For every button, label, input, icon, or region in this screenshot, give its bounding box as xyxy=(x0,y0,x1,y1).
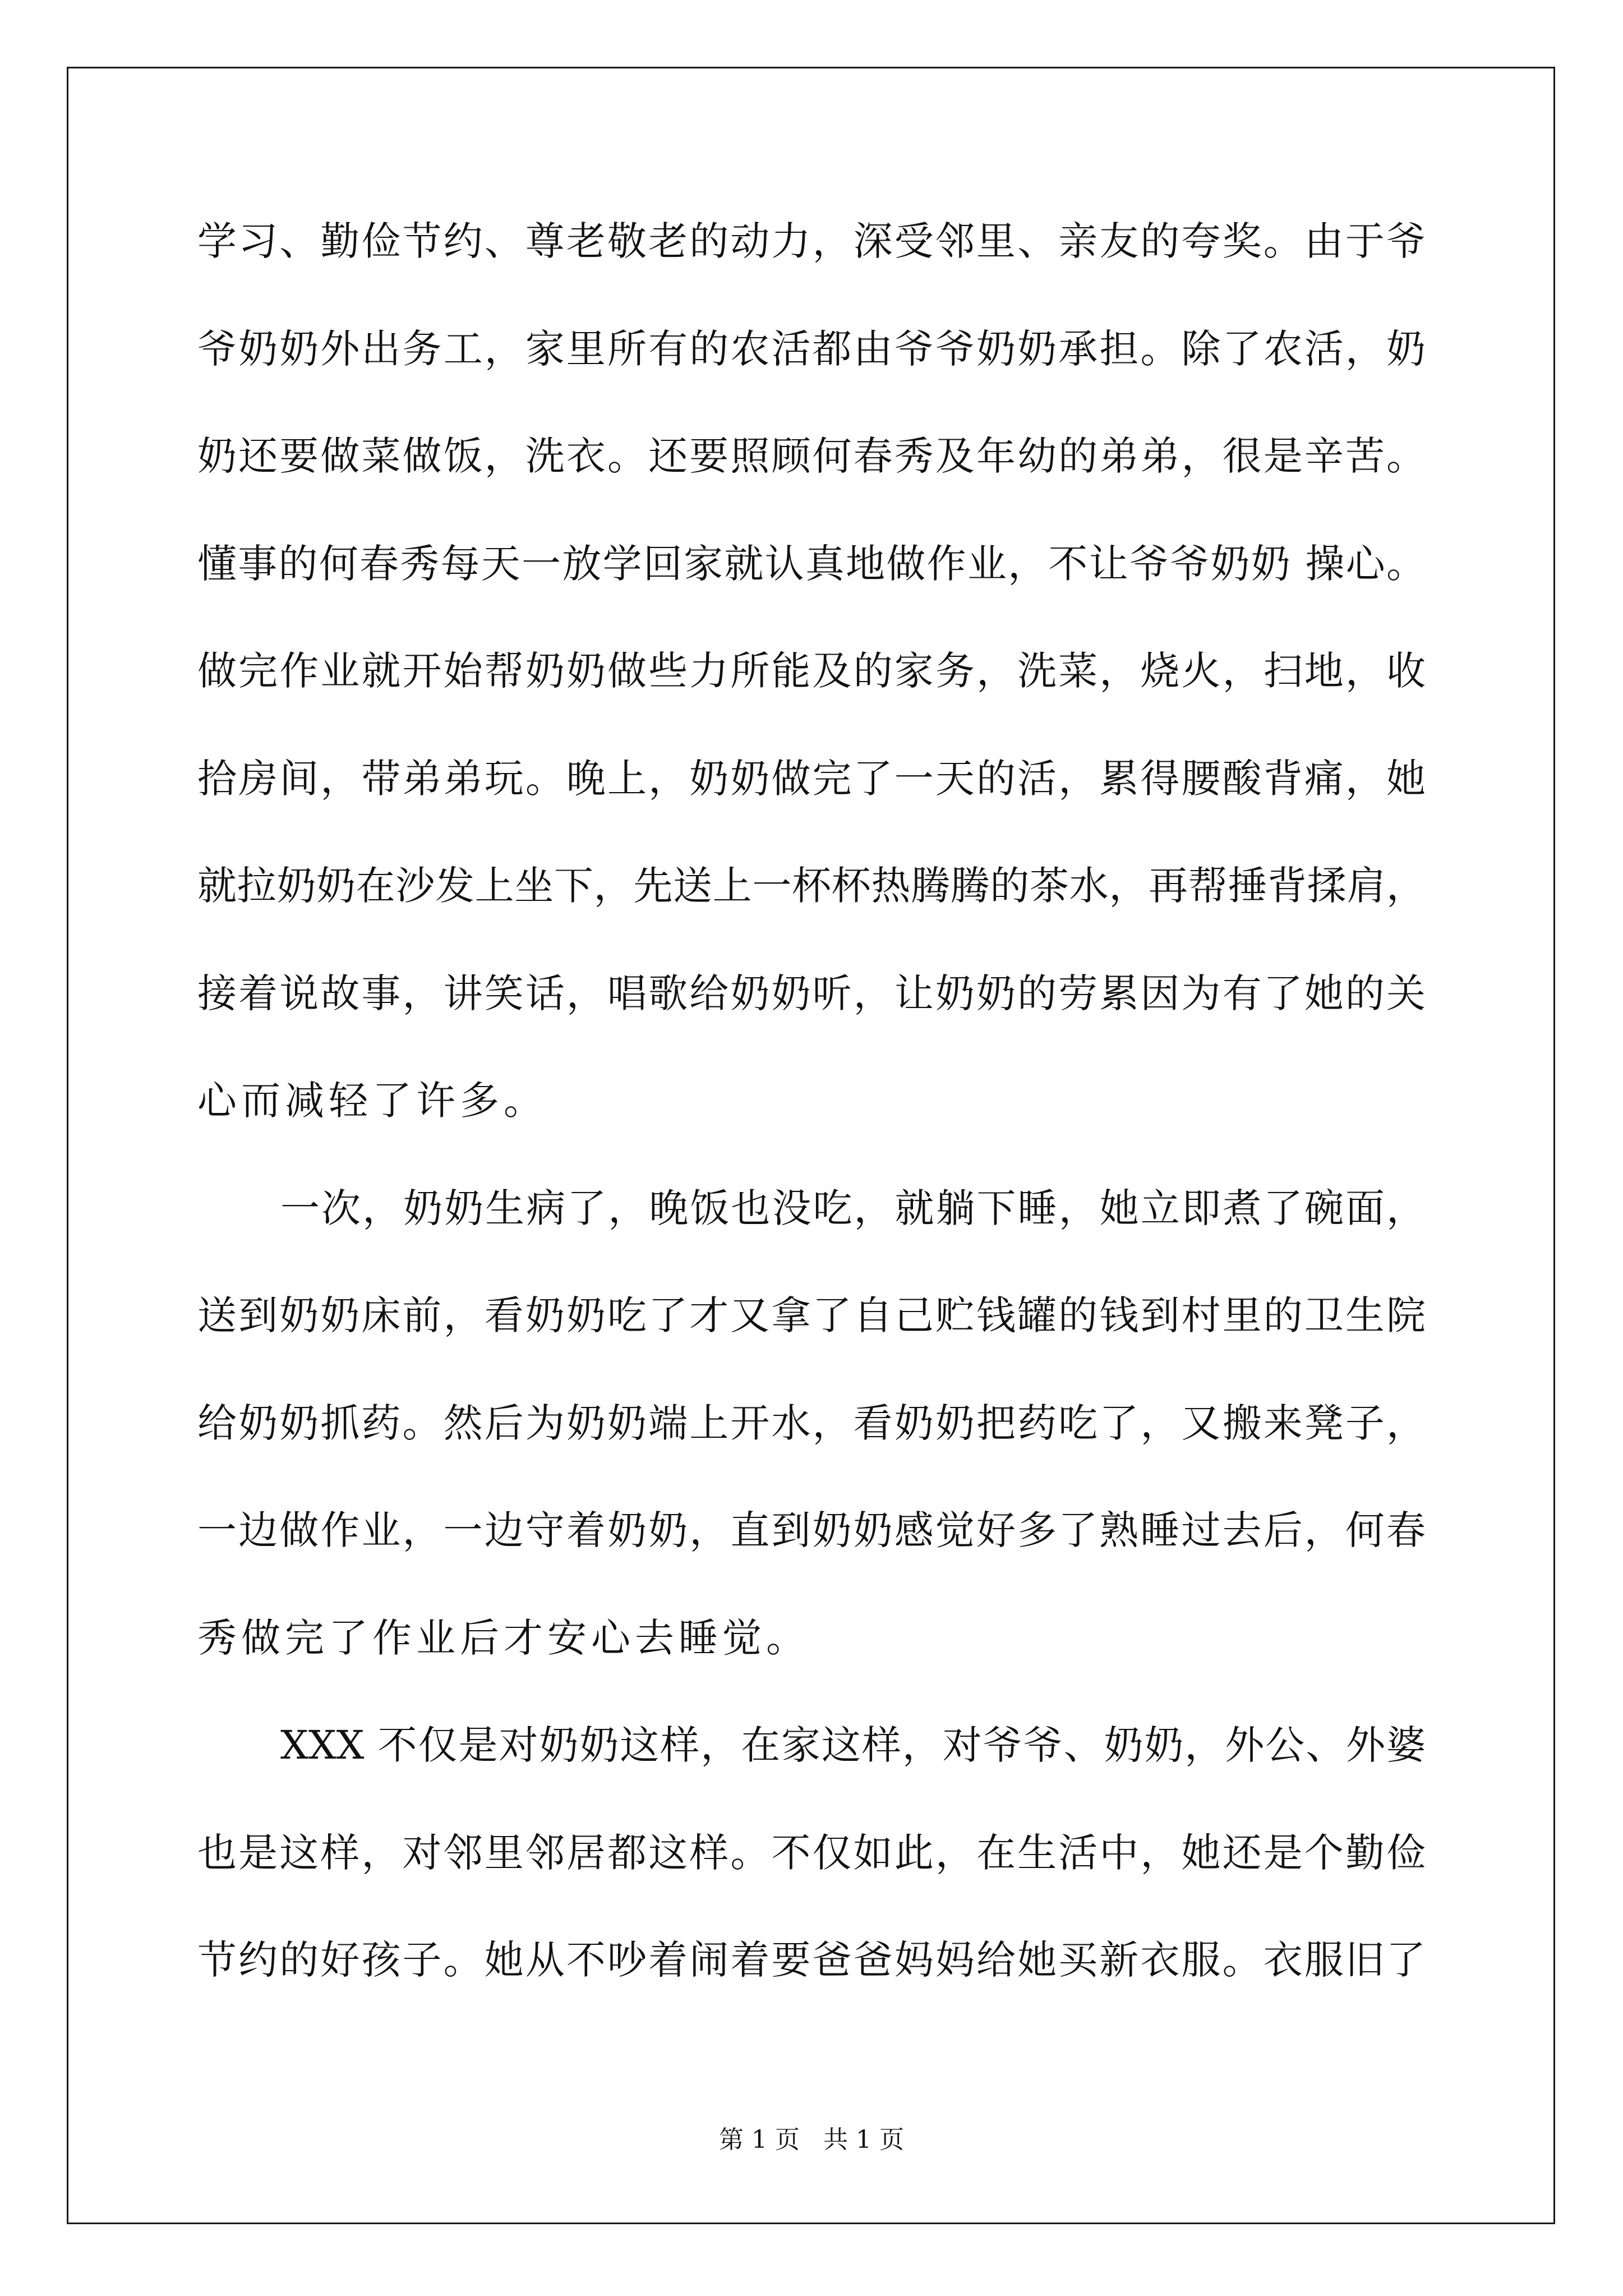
text-line: 一边做作业，一边守着奶奶，直到奶奶感觉好多了熟睡过去后，何春 xyxy=(197,1507,1426,1553)
text-line: 做完作业就开始帮奶奶做些力所能及的家务，洗菜，烧火，扫地，收 xyxy=(197,648,1426,694)
text-line: 学习、勤俭节约、尊老敬老的动力，深受邻里、亲友的夸奖。由于爷 xyxy=(197,218,1426,264)
text-line-paragraph-start: XXX 不仅是对奶奶这样，在家这样，对爷爷、奶奶，外公、外婆 xyxy=(280,1722,1426,1768)
text-line: 爷奶奶外出务工，家里所有的农活都由爷爷奶奶承担。除了农活，奶 xyxy=(197,325,1426,372)
text-line: 也是这样，对邻里邻居都这样。不仅如此，在生活中，她还是个勤俭 xyxy=(197,1829,1426,1876)
text-line: 拾房间，带弟弟玩。晚上，奶奶做完了一天的活，累得腰酸背痛，她 xyxy=(197,755,1426,802)
text-line-paragraph-start: 一次，奶奶生病了，晚饭也没吃，就躺下睡，她立即煮了碗面， xyxy=(280,1185,1426,1231)
text-line: 接着说故事，讲笑话，唱歌给奶奶听，让奶奶的劳累因为有了她的关 xyxy=(197,970,1426,1016)
text-line: 节约的好孩子。她从不吵着闹着要爸爸妈妈给她买新衣服。衣服旧了 xyxy=(197,1937,1426,1983)
text-line: 给奶奶抓药。然后为奶奶端上开水，看奶奶把药吃了，又搬来凳子， xyxy=(197,1400,1426,1446)
page-number-footer: 第 1 页 共 1 页 xyxy=(719,2125,904,2154)
text-line: 就拉奶奶在沙发上坐下，先送上一杯杯热腾腾的茶水，再帮捶背揉肩， xyxy=(197,863,1426,909)
text-line: 懂事的何春秀每天一放学回家就认真地做作业，不让爷爷奶奶 操心。 xyxy=(197,540,1426,587)
text-line-paragraph-end: 心而减轻了许多。 xyxy=(197,1078,547,1124)
text-line: 奶还要做菜做饭，洗衣。还要照顾何春秀及年幼的弟弟，很是辛苦。 xyxy=(197,433,1426,479)
text-line-paragraph-end: 秀做完了作业后才安心去睡觉。 xyxy=(197,1614,810,1661)
text-line: 送到奶奶床前，看奶奶吃了才又拿了自己贮钱罐的钱到村里的卫生院 xyxy=(197,1292,1426,1338)
document-body xyxy=(197,208,1426,2034)
